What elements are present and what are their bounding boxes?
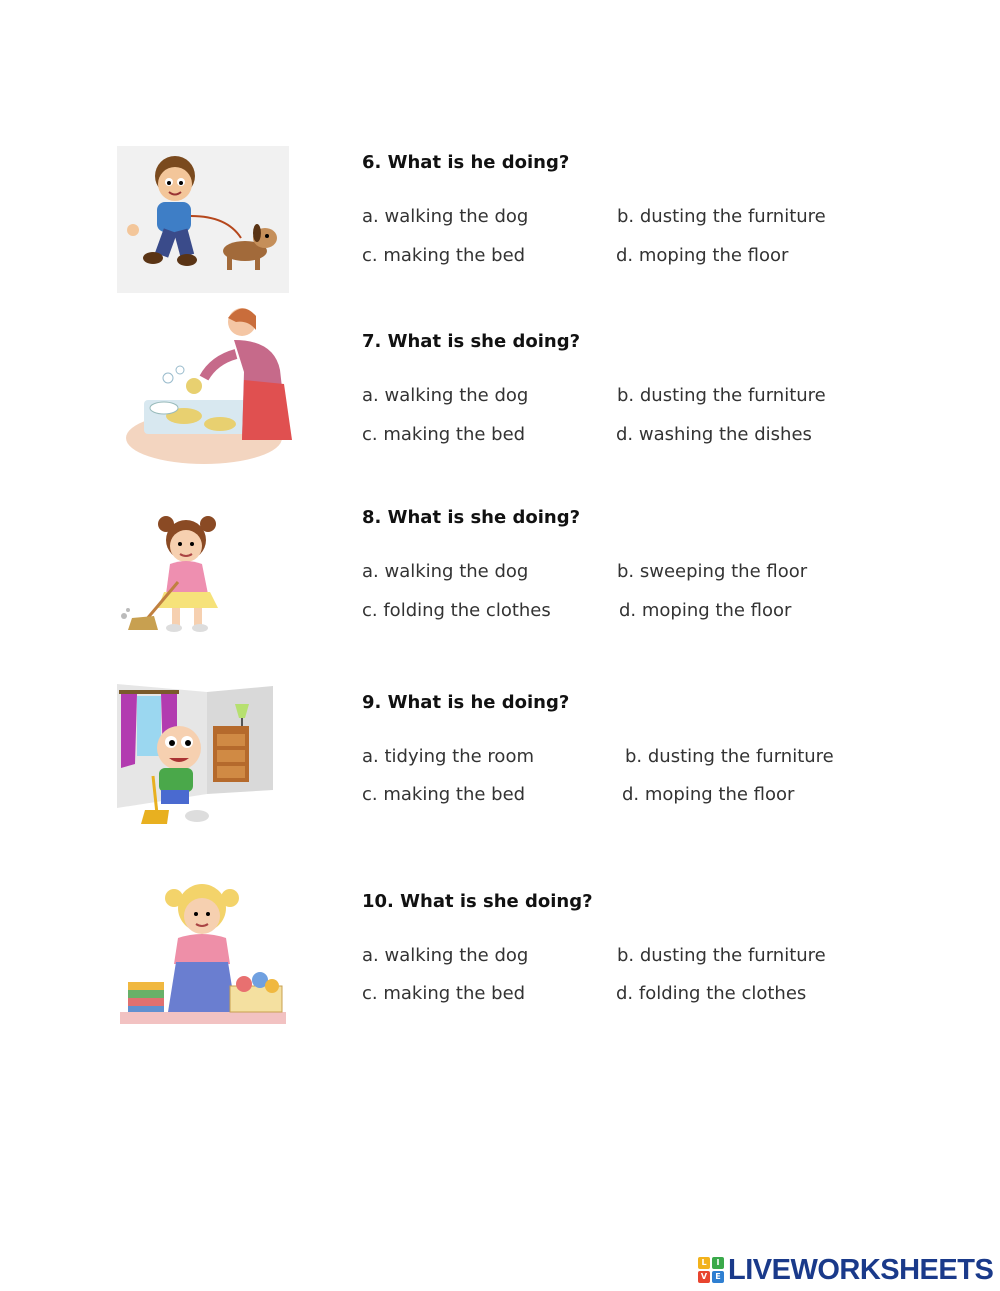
question-7-title: 7. What is she doing?	[362, 331, 581, 352]
question-10-option-d[interactable]: d. folding the clothes	[616, 983, 807, 1004]
logo-blocks-icon: L I V E	[698, 1257, 724, 1283]
question-6-option-b[interactable]: b. dusting the furniture	[617, 206, 826, 227]
woman-washing-dishes-illustration	[124, 300, 300, 468]
question-7-option-b[interactable]: b. dusting the furniture	[617, 385, 826, 406]
logo-text: LIVEWORKSHEETS	[728, 1253, 994, 1286]
question-7-option-c[interactable]: c. making the bed	[362, 424, 526, 445]
question-7-option-d[interactable]: d. washing the dishes	[616, 424, 812, 445]
question-6-title: 6. What is he doing?	[362, 152, 570, 173]
boy-tidying-room-illustration	[117, 684, 275, 830]
girl-folding-clothes-illustration	[118, 876, 288, 1028]
question-8-option-b[interactable]: b. sweeping the floor	[617, 561, 808, 582]
question-6-option-c[interactable]: c. making the bed	[362, 245, 526, 266]
question-9-option-a[interactable]: a. tidying the room	[362, 746, 534, 767]
question-10-option-a[interactable]: a. walking the dog	[362, 945, 529, 966]
question-7-option-a[interactable]: a. walking the dog	[362, 385, 529, 406]
question-8-title: 8. What is she doing?	[362, 507, 581, 528]
question-9-option-c[interactable]: c. making the bed	[362, 784, 526, 805]
question-6-option-d[interactable]: d. moping the floor	[616, 245, 789, 266]
boy-walking-dog-illustration	[117, 146, 289, 293]
question-10-option-c[interactable]: c. making the bed	[362, 983, 526, 1004]
question-8-option-a[interactable]: a. walking the dog	[362, 561, 529, 582]
question-10-title: 10. What is she doing?	[362, 891, 593, 912]
girl-sweeping-illustration	[118, 512, 248, 636]
question-10-option-b[interactable]: b. dusting the furniture	[617, 945, 826, 966]
question-9-option-b[interactable]: b. dusting the furniture	[625, 746, 834, 767]
liveworksheets-logo[interactable]	[698, 1254, 993, 1286]
question-8-option-d[interactable]: d. moping the floor	[619, 600, 792, 621]
question-9-option-d[interactable]: d. moping the floor	[622, 784, 795, 805]
question-9-title: 9. What is he doing?	[362, 692, 570, 713]
question-6-option-a[interactable]: a. walking the dog	[362, 206, 529, 227]
question-8-option-c[interactable]: c. folding the clothes	[362, 600, 551, 621]
